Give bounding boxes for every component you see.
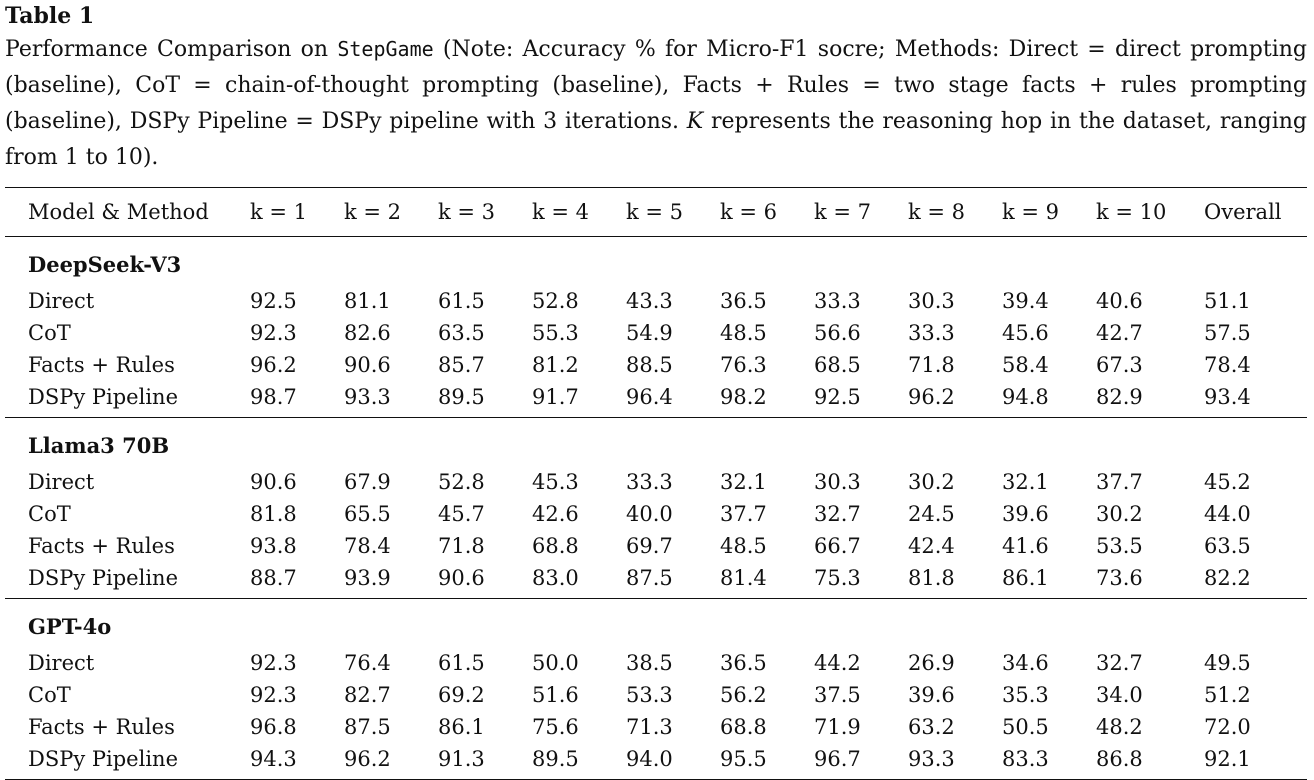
value-cell: 91.7 [532,385,579,409]
value-cell: 51.6 [532,683,579,707]
value-cell: 90.6 [438,566,485,590]
model-group-header [5,418,1307,467]
value-cell: 86.8 [1096,747,1143,771]
value-cell: 75.6 [532,715,579,739]
value-cell: 33.3 [908,321,955,345]
value-cell: 36.5 [720,651,767,675]
value-cell: 52.8 [438,470,485,494]
model-group-header [5,599,1307,648]
value-cell: 32.7 [1096,651,1143,675]
value-cell: 78.4 [344,534,391,558]
header-cell: k = 5 [626,200,684,224]
value-cell: 44.2 [814,651,861,675]
value-cell: 45.2 [1204,470,1251,494]
value-cell: 71.8 [438,534,485,558]
value-cell: 30.2 [908,470,955,494]
model-group [5,237,1307,418]
value-cell: 86.1 [1002,566,1049,590]
value-cell: 81.8 [250,502,297,526]
value-cell: 65.5 [344,502,391,526]
value-cell: 69.2 [438,683,485,707]
value-cell: 93.8 [250,534,297,558]
value-cell: 48.5 [720,321,767,345]
value-cell: 34.6 [1002,651,1049,675]
value-cell: 56.6 [814,321,861,345]
table-row [5,349,1307,381]
table-row [5,530,1307,562]
header-cell: Overall [1204,200,1282,224]
value-cell: 68.8 [720,715,767,739]
value-cell: 90.6 [250,470,297,494]
header-cell: k = 6 [720,200,778,224]
value-cell: 68.5 [814,353,861,377]
paper-page [5,0,1307,780]
results-table [5,187,1307,780]
value-cell: 32.1 [1002,470,1049,494]
model-name: DeepSeek-V3 [28,252,182,277]
value-cell: 32.7 [814,502,861,526]
value-cell: 92.5 [250,289,297,313]
value-cell: 82.9 [1096,385,1143,409]
value-cell: 88.5 [626,353,673,377]
model-name: Llama3 70B [28,433,170,458]
value-cell: 76.3 [720,353,767,377]
value-cell: 39.4 [1002,289,1049,313]
header-cell: k = 8 [908,200,966,224]
value-cell: 94.8 [1002,385,1049,409]
value-cell: 43.3 [626,289,673,313]
value-cell: 45.3 [532,470,579,494]
value-cell: 73.6 [1096,566,1143,590]
value-cell: 30.2 [1096,502,1143,526]
value-cell: 58.4 [1002,353,1049,377]
value-cell: 94.0 [626,747,673,771]
value-cell: 76.4 [344,651,391,675]
value-cell: 83.3 [1002,747,1049,771]
value-cell: 81.1 [344,289,391,313]
value-cell: 63.5 [438,321,485,345]
caption-part3: represents the reasoning hop in the dataset, ranging from 1 to 10). [5,109,1307,170]
model-group [5,599,1307,780]
value-cell: 82.2 [1204,566,1251,590]
method-name: Direct [28,470,95,494]
value-cell: 37.7 [720,502,767,526]
value-cell: 96.2 [344,747,391,771]
value-cell: 93.9 [344,566,391,590]
method-name: Direct [28,651,95,675]
value-cell: 53.3 [626,683,673,707]
value-cell: 41.6 [1002,534,1049,558]
value-cell: 50.0 [532,651,579,675]
model-name: GPT-4o [28,614,112,639]
table-row [5,381,1307,418]
value-cell: 49.5 [1204,651,1251,675]
value-cell: 40.0 [626,502,673,526]
table-row [5,743,1307,780]
value-cell: 45.6 [1002,321,1049,345]
caption-part1: Performance Comparison on [5,37,338,62]
value-cell: 39.6 [1002,502,1049,526]
header-cell: k = 10 [1096,200,1167,224]
value-cell: 71.8 [908,353,955,377]
value-cell: 67.3 [1096,353,1143,377]
value-cell: 42.7 [1096,321,1143,345]
value-cell: 57.5 [1204,321,1251,345]
value-cell: 82.7 [344,683,391,707]
table-row [5,679,1307,711]
value-cell: 71.9 [814,715,861,739]
method-name: Facts + Rules [28,353,175,377]
value-cell: 92.3 [250,683,297,707]
value-cell: 39.6 [908,683,955,707]
value-cell: 93.3 [908,747,955,771]
value-cell: 96.4 [626,385,673,409]
method-name: DSPy Pipeline [28,385,178,409]
value-cell: 37.5 [814,683,861,707]
header-row [5,188,1307,237]
value-cell: 98.2 [720,385,767,409]
value-cell: 81.2 [532,353,579,377]
model-group-header [5,237,1307,286]
table-row [5,498,1307,530]
value-cell: 93.3 [344,385,391,409]
value-cell: 91.3 [438,747,485,771]
table-label: Table 1 [5,3,95,29]
value-cell: 24.5 [908,502,955,526]
value-cell: 96.7 [814,747,861,771]
table-row [5,562,1307,599]
value-cell: 55.3 [532,321,579,345]
value-cell: 61.5 [438,651,485,675]
caption-part2: (Note: Accuracy % for Micro-F1 socre; Methods: Direct = direct prompting (baseline), CoT = chain-of-thought prompting (baseline), Facts + Rules = two stage facts + rules prompting (baseline), DSPy Pipeline = DSPy pipeline with 3 iterations. [5,37,1307,134]
value-cell: 87.5 [344,715,391,739]
value-cell: 36.5 [720,289,767,313]
value-cell: 72.0 [1204,715,1251,739]
value-cell: 81.8 [908,566,955,590]
value-cell: 56.2 [720,683,767,707]
value-cell: 85.7 [438,353,485,377]
header-cell: Model & Method [28,200,209,224]
value-cell: 81.4 [720,566,767,590]
table-row [5,711,1307,743]
value-cell: 33.3 [626,470,673,494]
header-cell: k = 1 [250,200,308,224]
value-cell: 48.5 [720,534,767,558]
header-cell: k = 3 [438,200,496,224]
value-cell: 92.1 [1204,747,1251,771]
value-cell: 89.5 [532,747,579,771]
value-cell: 44.0 [1204,502,1251,526]
value-cell: 98.7 [250,385,297,409]
value-cell: 63.5 [1204,534,1251,558]
value-cell: 96.2 [908,385,955,409]
value-cell: 96.8 [250,715,297,739]
table-row [5,285,1307,317]
value-cell: 95.5 [720,747,767,771]
method-name: Facts + Rules [28,715,175,739]
value-cell: 50.5 [1002,715,1049,739]
method-name: Facts + Rules [28,534,175,558]
value-cell: 94.3 [250,747,297,771]
caption-dataset: StepGame [337,37,434,61]
value-cell: 75.3 [814,566,861,590]
value-cell: 45.7 [438,502,485,526]
value-cell: 53.5 [1096,534,1143,558]
value-cell: 83.0 [532,566,579,590]
value-cell: 68.8 [532,534,579,558]
model-group [5,418,1307,599]
value-cell: 92.3 [250,651,297,675]
value-cell: 63.2 [908,715,955,739]
caption-k-symbol: K [686,109,704,134]
value-cell: 69.7 [626,534,673,558]
value-cell: 90.6 [344,353,391,377]
value-cell: 38.5 [626,651,673,675]
method-name: Direct [28,289,95,313]
table-header [5,188,1307,237]
value-cell: 42.4 [908,534,955,558]
value-cell: 61.5 [438,289,485,313]
value-cell: 35.3 [1002,683,1049,707]
value-cell: 30.3 [814,470,861,494]
value-cell: 37.7 [1096,470,1143,494]
value-cell: 34.0 [1096,683,1143,707]
table-row [5,317,1307,349]
header-cell: k = 7 [814,200,872,224]
value-cell: 32.1 [720,470,767,494]
value-cell: 48.2 [1096,715,1143,739]
method-name: DSPy Pipeline [28,566,178,590]
value-cell: 96.2 [250,353,297,377]
method-name: CoT [28,683,71,707]
table-row [5,647,1307,679]
value-cell: 71.3 [626,715,673,739]
value-cell: 33.3 [814,289,861,313]
method-name: DSPy Pipeline [28,747,178,771]
value-cell: 66.7 [814,534,861,558]
value-cell: 52.8 [532,289,579,313]
table-row [5,466,1307,498]
value-cell: 78.4 [1204,353,1251,377]
value-cell: 26.9 [908,651,955,675]
method-name: CoT [28,321,71,345]
table-caption [5,31,1307,176]
value-cell: 93.4 [1204,385,1251,409]
value-cell: 82.6 [344,321,391,345]
value-cell: 54.9 [626,321,673,345]
value-cell: 88.7 [250,566,297,590]
value-cell: 89.5 [438,385,485,409]
value-cell: 30.3 [908,289,955,313]
value-cell: 86.1 [438,715,485,739]
value-cell: 51.1 [1204,289,1251,313]
value-cell: 92.5 [814,385,861,409]
header-cell: k = 2 [344,200,402,224]
value-cell: 51.2 [1204,683,1251,707]
header-cell: k = 4 [532,200,590,224]
header-cell: k = 9 [1002,200,1060,224]
value-cell: 92.3 [250,321,297,345]
value-cell: 67.9 [344,470,391,494]
value-cell: 42.6 [532,502,579,526]
value-cell: 87.5 [626,566,673,590]
method-name: CoT [28,502,71,526]
value-cell: 40.6 [1096,289,1143,313]
